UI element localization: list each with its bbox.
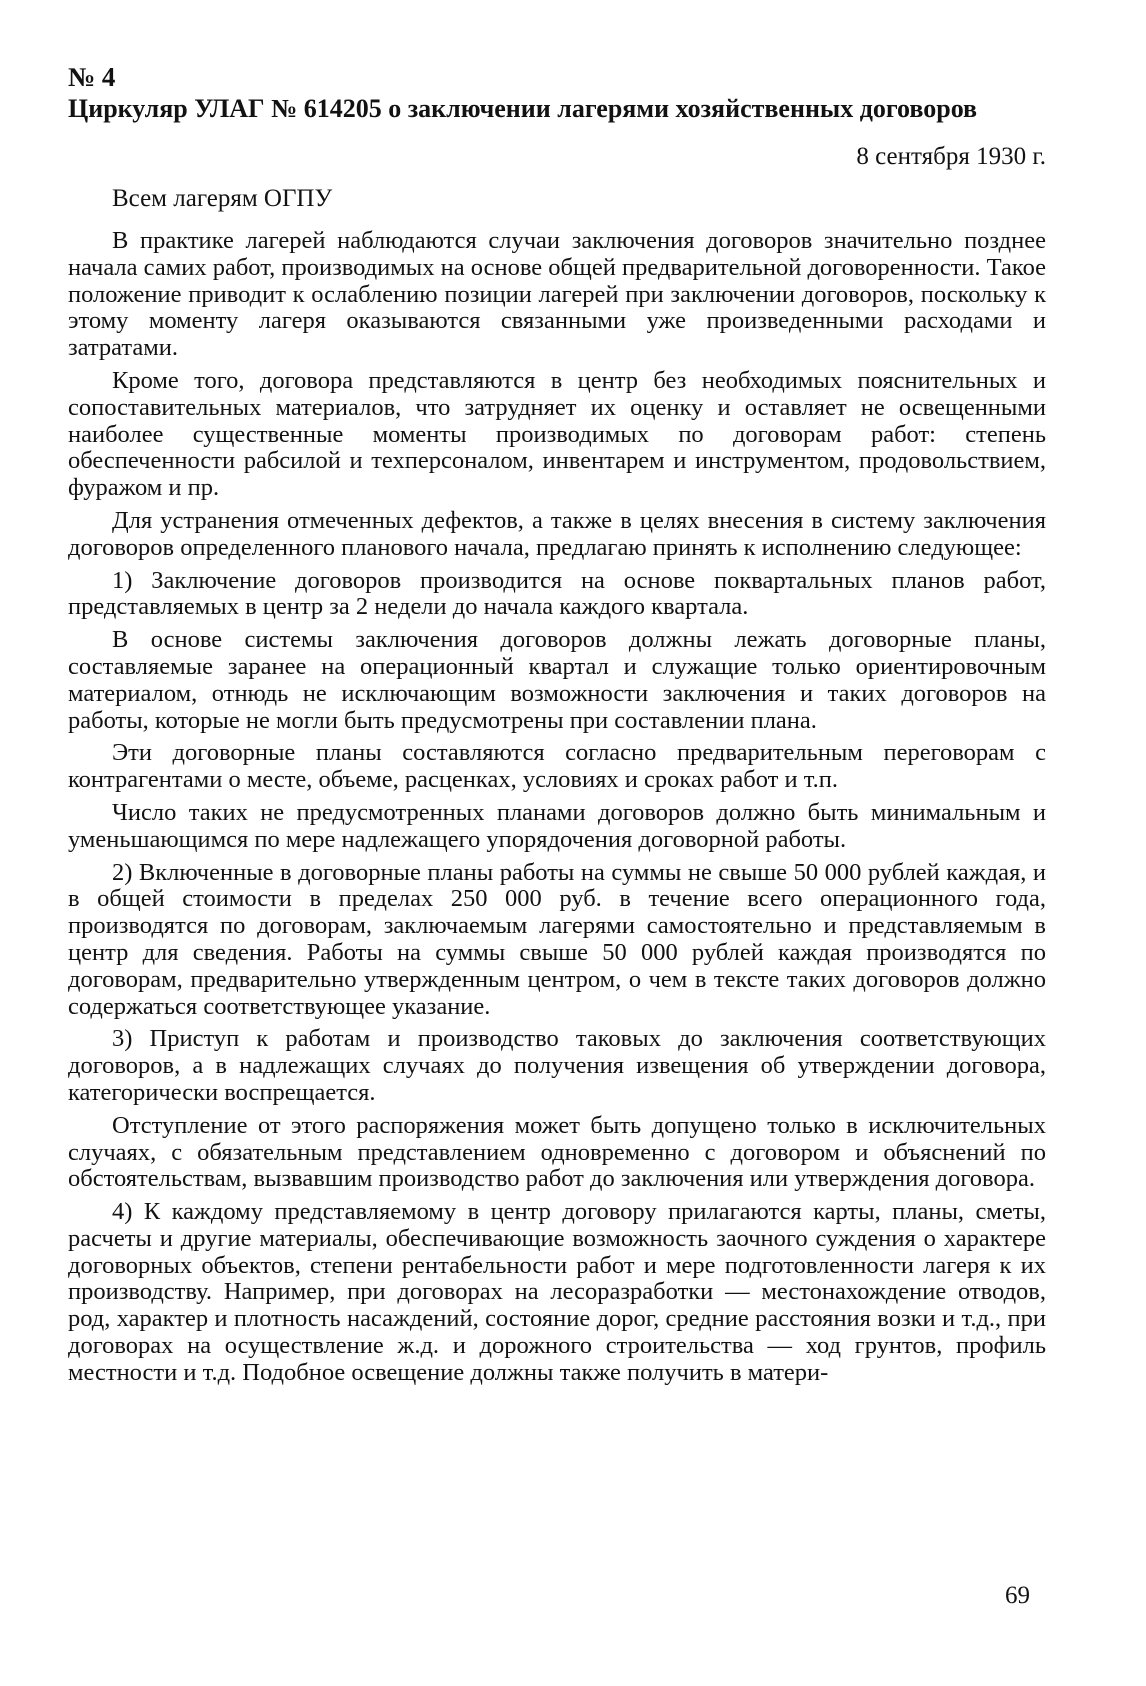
document-title: Циркуляр УЛАГ № 614205 о заключении лагерями хозяйственных договоров — [68, 94, 978, 123]
paragraph: 3) Приступ к работам и производство таковых до заключения соответствующих договоров, а в надлежащих случаях до получения извещения об утверждении договора, категорически воспрещается. — [68, 1025, 1046, 1106]
paragraph: 1) Заключение договоров производится на основе поквартальных планов работ, представляемых в центр за 2 недели до начала каждого квартала. — [68, 566, 1046, 621]
paragraph: 4) К каждому представляемому в центр договору прилагаются карты, планы, сметы, расчеты и другие материалы, обеспечивающие возможность заочного суждения о характере договорных объектов, степени рентабельности работ и мере подготовленности лагеря к их производству. Например, при договорах на лесоразработки — местонахождение отводов, род, характер и плотность насаждений, состояние дорог, средние расстояния возки и т.д., при договорах на осуществление ж.д. и дорожного строительства — ход грунтов, профиль местности и т.д. Подобное освещение должны также получить в матери- — [68, 1198, 1046, 1386]
document-body — [68, 228, 1046, 1387]
paragraph: Отступление от этого распоряжения может быть допущено только в исключительных случаях, с обязательным представлением одновременно с договором и объяснений по обстоятельствам, вызвавшим производство работ до заключения или утверждения договора. — [68, 1111, 1046, 1193]
document-page — [68, 62, 1046, 1393]
paragraph: В практике лагерей наблюдаются случаи заключения договоров значительно позднее начала самих работ, производимых на основе общей предварительной договоренности. Такое положение приводит к ослаблению позиции лагерей при заключении договоров, поскольку к этому моменту лагеря оказываются связанными уже произведенными расходами и затратами. — [68, 227, 1046, 362]
document-number: № 4 — [68, 62, 116, 92]
paragraph: 2) Включенные в договорные планы работы на суммы не свыше 50 000 рублей каждая, и в общей стоимости в пределах 250 000 руб. в течение всего операционного года, производятся по договорам, заключаемым лагерями самостоятельно и представляемым в центр для сведения. Работы на суммы свыше 50 000 рублей каждая производятся по договорам, предварительно утвержденным центром, о чем в тексте таких договоров должно содержаться соответствующее указание. — [68, 858, 1046, 1020]
paragraph: Для устранения отмеченных дефектов, а также в целях внесения в систему заключения договоров определенного планового начала, предлагаю принять к исполнению следующее: — [68, 506, 1046, 561]
paragraph: Кроме того, договора представляются в центр без необходимых пояснительных и сопоставительных материалов, что затрудняет их оценку и оставляет не освещенными наиболее существенные моменты производимых по договорам работ: степень обеспеченности рабсилой и техперсоналом, инвентарем и инструментом, продовольствием, фуражом и пр. — [68, 366, 1046, 502]
document-date: 8 сентября 1930 г. — [856, 143, 1046, 170]
paragraph: В основе системы заключения договоров должны лежать договорные планы, составляемые заранее на операционный квартал и служащие только ориентировочным материалом, отнюдь не исключающим возможности заключения и таких договоров на работы, которые не могли быть предусмотрены при составлении плана. — [68, 626, 1046, 734]
document-addressee: Всем лагерям ОГПУ — [112, 185, 333, 212]
page-number: 69 — [1005, 1582, 1030, 1609]
paragraph: Эти договорные планы составляются согласно предварительным переговорам с контрагентами о месте, объеме, расценках, условиях и сроках работ и т.п. — [68, 739, 1046, 794]
paragraph: Число таких не предусмотренных планами договоров должно быть минимальным и уменьшающимся по мере надлежащего упорядочения договорной работы. — [68, 798, 1046, 853]
